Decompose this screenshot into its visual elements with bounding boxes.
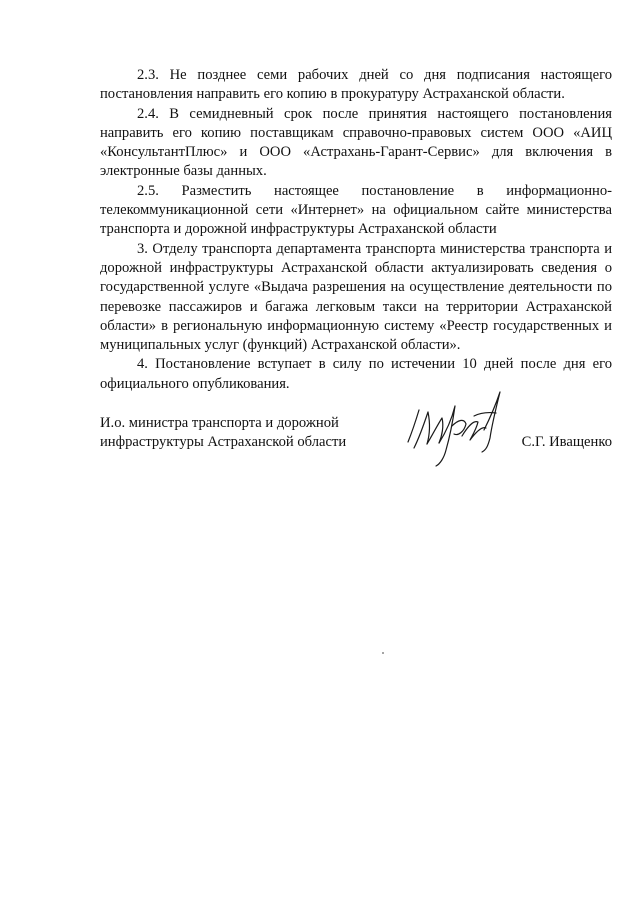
- signer-title-line-2: инфраструктуры Астраханской области: [100, 434, 347, 451]
- paragraph-2-4: 2.4. В семидневный срок после принятия настоящего постановления направить его копию поставщикам справочно-правовых систем ООО «АИЦ «КонсультантПлюс» и ООО «Астрахань-Гарант-Сервис» для включения в электронные базы данных.: [100, 105, 612, 180]
- paragraph-2-3: 2.3. Не позднее семи рабочих дней со дня подписания настоящего постановления направить его копию в прокуратуру Астраханской области.: [100, 67, 612, 103]
- scan-speck: [382, 652, 384, 654]
- paragraph-4: 4. Постановление вступает в силу по истечении 10 дней после дня его официального опубликования.: [100, 356, 612, 392]
- paragraph-2-5: 2.5. Разместить настоящее постановление в информационно-телекоммуникационной сети «Интернет» на официальном сайте министерства транспорта и дорожной инфраструктуры Астраханской области: [100, 182, 612, 238]
- signature-block: [100, 414, 612, 474]
- paragraph-3: 3. Отделу транспорта департамента транспорта министерства транспорта и дорожной инфраструктуры Астраханской области актуализировать сведения о государственной услуге «Выдача разрешения на осуществление деятельности по перевозке пассажиров и багажа легковым такси на территории Астраханской области» в региональную информационную систему «Реестр государственных и муниципальных услуг (функций) Астраханской области».: [100, 240, 612, 354]
- signer-title-line-1: И.о. министра транспорта и дорожной: [100, 415, 339, 431]
- document-body: [100, 66, 612, 394]
- signer-title: [100, 414, 390, 453]
- handwritten-signature: [400, 380, 510, 470]
- signer-name: С.Г. Иващенко: [521, 434, 612, 450]
